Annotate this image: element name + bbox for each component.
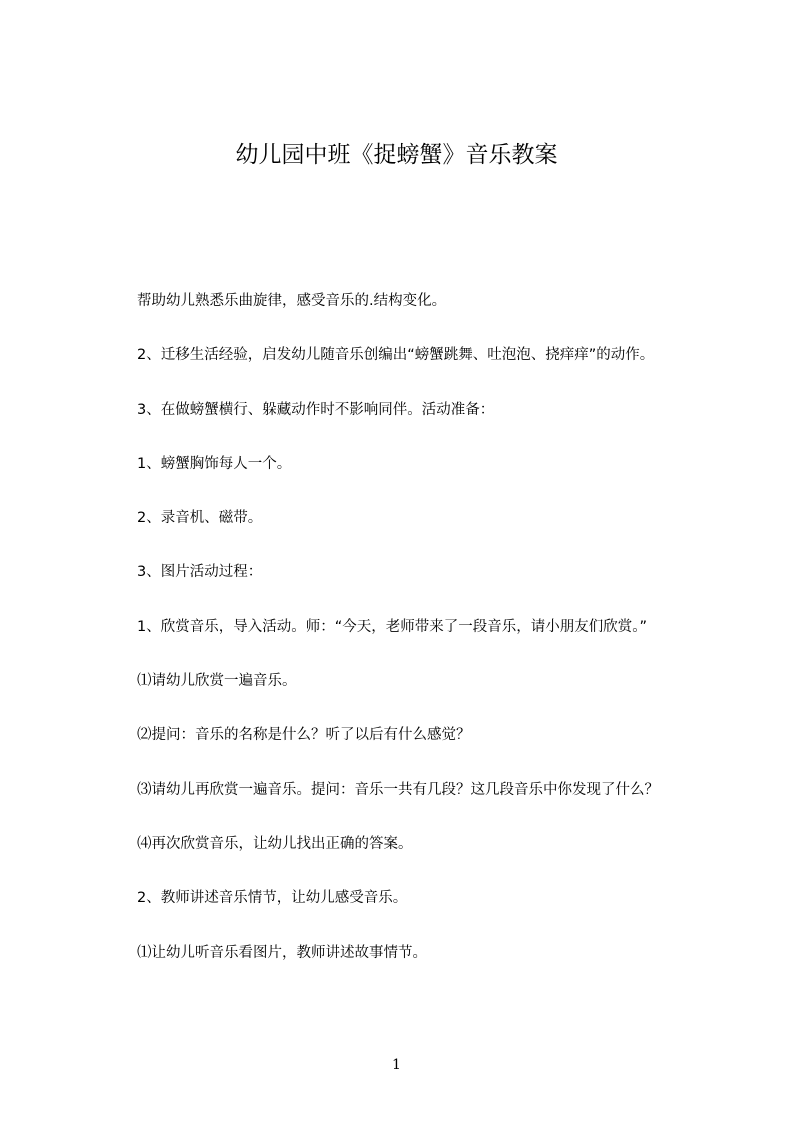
paragraph: ⑵提问：音乐的名称是什么？听了以后有什么感觉？	[137, 727, 471, 744]
document-title: 幼儿园中班《捉螃蟹》音乐教案	[235, 142, 558, 168]
paragraph: 帮助幼儿熟悉乐曲旋律，感受音乐的.结构变化。	[137, 293, 447, 309]
paragraph: ⑶请幼儿再欣赏一遍音乐。提问：音乐一共有几段？这几段音乐中你发现了什么？	[137, 781, 659, 798]
paragraph: 3、在做螃蟹横行、躲藏动作时不影响同伴。活动准备：	[137, 401, 495, 418]
page-number: 1	[392, 1057, 401, 1073]
paragraph: ⑴请幼儿欣赏一遍音乐。	[137, 673, 297, 690]
paragraph: 1、螃蟹胸饰每人一个。	[137, 455, 292, 472]
paragraph: 2、迁移生活经验，启发幼儿随音乐创编出“螃蟹跳舞、吐泡泡、挠痒痒”的动作。	[137, 347, 655, 364]
paragraph: 1、欣赏音乐，导入活动。师：“今天，老师带来了一段音乐，请小朋友们欣赏。”	[137, 618, 647, 635]
paragraph: 2、录音机、磁带。	[137, 510, 263, 527]
paragraph: 3、图片活动过程：	[137, 564, 263, 581]
paragraph: ⑴让幼儿听音乐看图片，教师讲述故事情节。	[137, 944, 427, 961]
paragraph: ⑷再次欣赏音乐，让幼儿找出正确的答案。	[137, 835, 413, 852]
document-body	[137, 288, 757, 994]
paragraph: 2、教师讲述音乐情节，让幼儿感受音乐。	[137, 890, 408, 907]
